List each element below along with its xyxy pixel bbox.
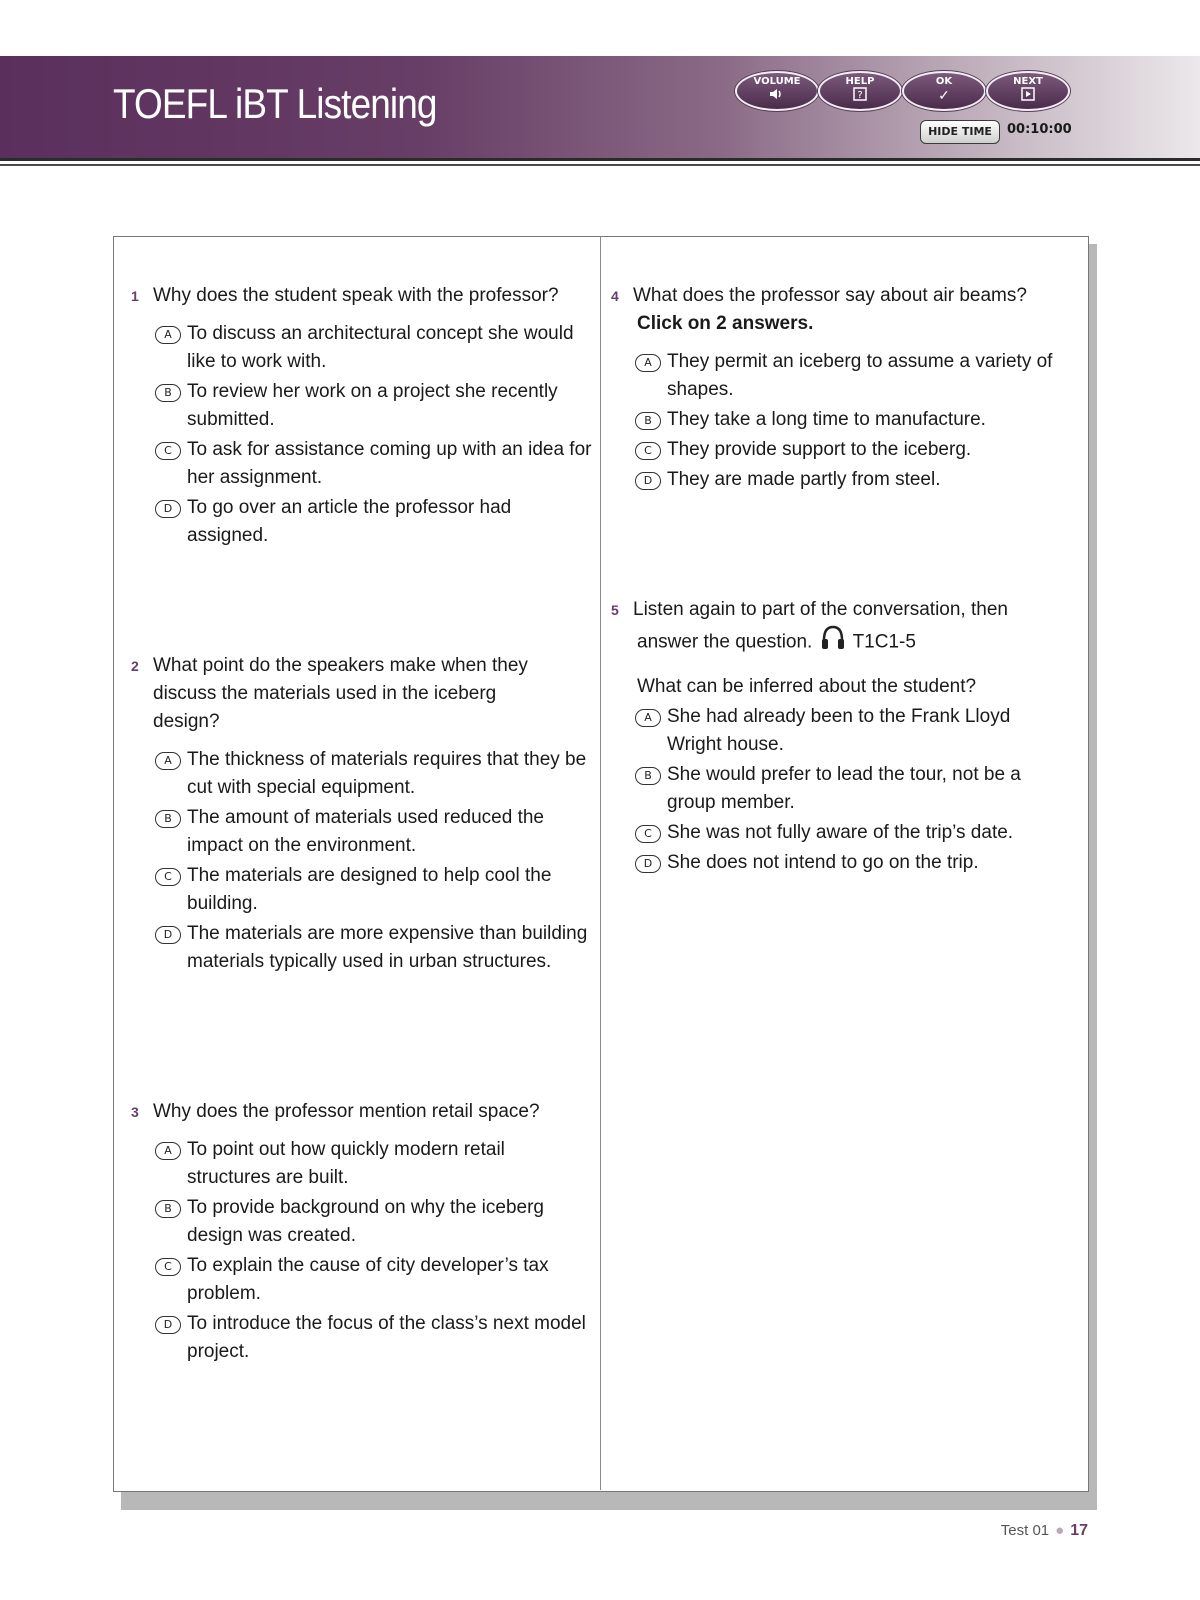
options-list — [155, 1136, 593, 1366]
question-prompt: What can be inferred about the student? — [637, 676, 977, 697]
instruction-text: Click on 2 answers. — [637, 313, 814, 334]
option-text: The materials are more expensive than building materials typically used in urban structures. — [187, 923, 588, 972]
option-text: They provide support to the iceberg. — [667, 439, 972, 460]
option-text: She would prefer to lead the tour, not be a group member. — [667, 764, 1021, 813]
ok-button[interactable] — [902, 71, 986, 111]
next-button[interactable] — [986, 71, 1070, 111]
option-text: She does not intend to go on the trip. — [667, 852, 979, 873]
question-5 — [611, 596, 1069, 879]
headphones-icon[interactable] — [820, 624, 846, 661]
question-text: What point do the speakers make when they discuss the materials used in the iceberg design? — [153, 655, 528, 732]
help-button-label: HELP — [845, 76, 875, 87]
question-text: Listen again to part of the conversation, then — [633, 599, 1008, 620]
page-title: TOEFL iBT Listening — [113, 80, 437, 127]
option-text: To ask for assistance coming up with an idea for her assignment. — [187, 439, 592, 488]
question-1 — [131, 282, 593, 552]
option-a[interactable] — [155, 1136, 593, 1192]
option-letter: C — [155, 1258, 181, 1276]
option-letter: D — [155, 926, 181, 944]
option-letter: D — [155, 1316, 181, 1334]
option-b[interactable] — [635, 406, 1069, 434]
option-letter: A — [155, 752, 181, 770]
option-c[interactable] — [155, 436, 593, 492]
volume-button-label: VOLUME — [753, 76, 801, 87]
option-a[interactable] — [635, 703, 1069, 759]
timer-display: 00:10:00 — [1007, 122, 1072, 137]
option-letter: B — [155, 810, 181, 828]
option-letter: D — [635, 855, 661, 873]
option-a[interactable] — [155, 746, 593, 802]
audio-track-label: T1C1-5 — [852, 631, 916, 653]
question-number: 4 — [611, 288, 619, 304]
option-a[interactable] — [155, 320, 593, 376]
option-text: To explain the cause of city developer’s tax problem. — [187, 1255, 549, 1304]
question-number: 2 — [131, 658, 139, 674]
option-text: To go over an article the professor had assigned. — [187, 497, 512, 546]
option-b[interactable] — [155, 804, 593, 860]
option-text: They are made partly from steel. — [667, 469, 941, 490]
option-text: To review her work on a project she recently submitted. — [187, 381, 558, 430]
option-letter: B — [155, 1200, 181, 1218]
options-list — [635, 703, 1069, 877]
option-letter: B — [155, 384, 181, 402]
option-text: She was not fully aware of the trip’s date. — [667, 822, 1014, 843]
question-text-cont: answer the question. — [637, 631, 813, 653]
option-text: The thickness of materials requires that they be cut with special equipment. — [187, 749, 587, 798]
options-list — [155, 746, 593, 976]
hide-time-button[interactable]: HIDE TIME — [920, 120, 1000, 144]
check-icon: ✓ — [938, 87, 950, 103]
option-text: To point out how quickly modern retail structures are built. — [187, 1139, 505, 1188]
help-icon — [820, 87, 900, 104]
option-text: To discuss an architectural concept she would like to work with. — [187, 323, 574, 372]
question-number: 3 — [131, 1104, 139, 1120]
test-label: Test 01 — [1000, 1522, 1050, 1539]
option-letter: D — [635, 472, 661, 490]
question-3 — [131, 1098, 593, 1368]
header-rule — [0, 164, 1200, 166]
option-b[interactable] — [155, 1194, 593, 1250]
header-rule — [0, 158, 1200, 161]
option-letter: A — [155, 326, 181, 344]
option-text: They take a long time to manufacture. — [667, 409, 986, 430]
question-number: 5 — [611, 602, 619, 618]
option-letter: A — [635, 354, 661, 372]
question-number: 1 — [131, 288, 139, 304]
option-text: The amount of materials used reduced the impact on the environment. — [187, 807, 544, 856]
next-icon — [988, 87, 1068, 104]
volume-icon — [737, 87, 817, 104]
option-letter: C — [635, 442, 661, 460]
question-text: What does the professor say about air beams? — [633, 285, 1027, 306]
option-letter: A — [635, 709, 661, 727]
separator-dot-icon: ● — [1055, 1522, 1065, 1539]
option-d[interactable] — [635, 466, 1069, 494]
question-text: Why does the student speak with the professor? — [153, 285, 559, 306]
page-number: 17 — [1070, 1522, 1088, 1539]
option-letter: C — [155, 442, 181, 460]
options-list — [155, 320, 593, 550]
question-4 — [611, 282, 1069, 496]
option-c[interactable] — [155, 862, 593, 918]
column-divider — [600, 236, 601, 1490]
option-d[interactable] — [155, 494, 593, 550]
option-text: The materials are designed to help cool the building. — [187, 865, 552, 914]
option-c[interactable] — [635, 819, 1069, 847]
option-text: To introduce the focus of the class’s next model project. — [187, 1313, 586, 1362]
svg-text:?: ? — [857, 90, 863, 101]
ok-button-label: OK — [935, 76, 953, 87]
option-letter: C — [635, 825, 661, 843]
option-b[interactable] — [635, 761, 1069, 817]
question-text: Why does the professor mention retail space? — [153, 1101, 540, 1122]
next-button-label: NEXT — [1013, 76, 1043, 87]
option-d[interactable] — [635, 849, 1069, 877]
option-letter: C — [155, 868, 181, 886]
option-text: They permit an iceberg to assume a variety of shapes. — [667, 351, 1053, 400]
option-a[interactable] — [635, 348, 1069, 404]
option-text: To provide background on why the iceberg design was created. — [187, 1197, 545, 1246]
option-d[interactable] — [155, 920, 593, 976]
option-c[interactable] — [635, 436, 1069, 464]
options-list — [635, 348, 1069, 494]
volume-button[interactable] — [735, 71, 819, 111]
help-button[interactable] — [818, 71, 902, 111]
option-letter: B — [635, 767, 661, 785]
option-letter: D — [155, 500, 181, 518]
option-text: She had already been to the Frank Lloyd Wright house. — [667, 706, 1011, 755]
question-2 — [131, 652, 593, 978]
page-footer — [1001, 1522, 1088, 1540]
option-letter: A — [155, 1142, 181, 1160]
option-c[interactable] — [155, 1252, 593, 1308]
option-d[interactable] — [155, 1310, 593, 1366]
option-letter: B — [635, 412, 661, 430]
option-b[interactable] — [155, 378, 593, 434]
